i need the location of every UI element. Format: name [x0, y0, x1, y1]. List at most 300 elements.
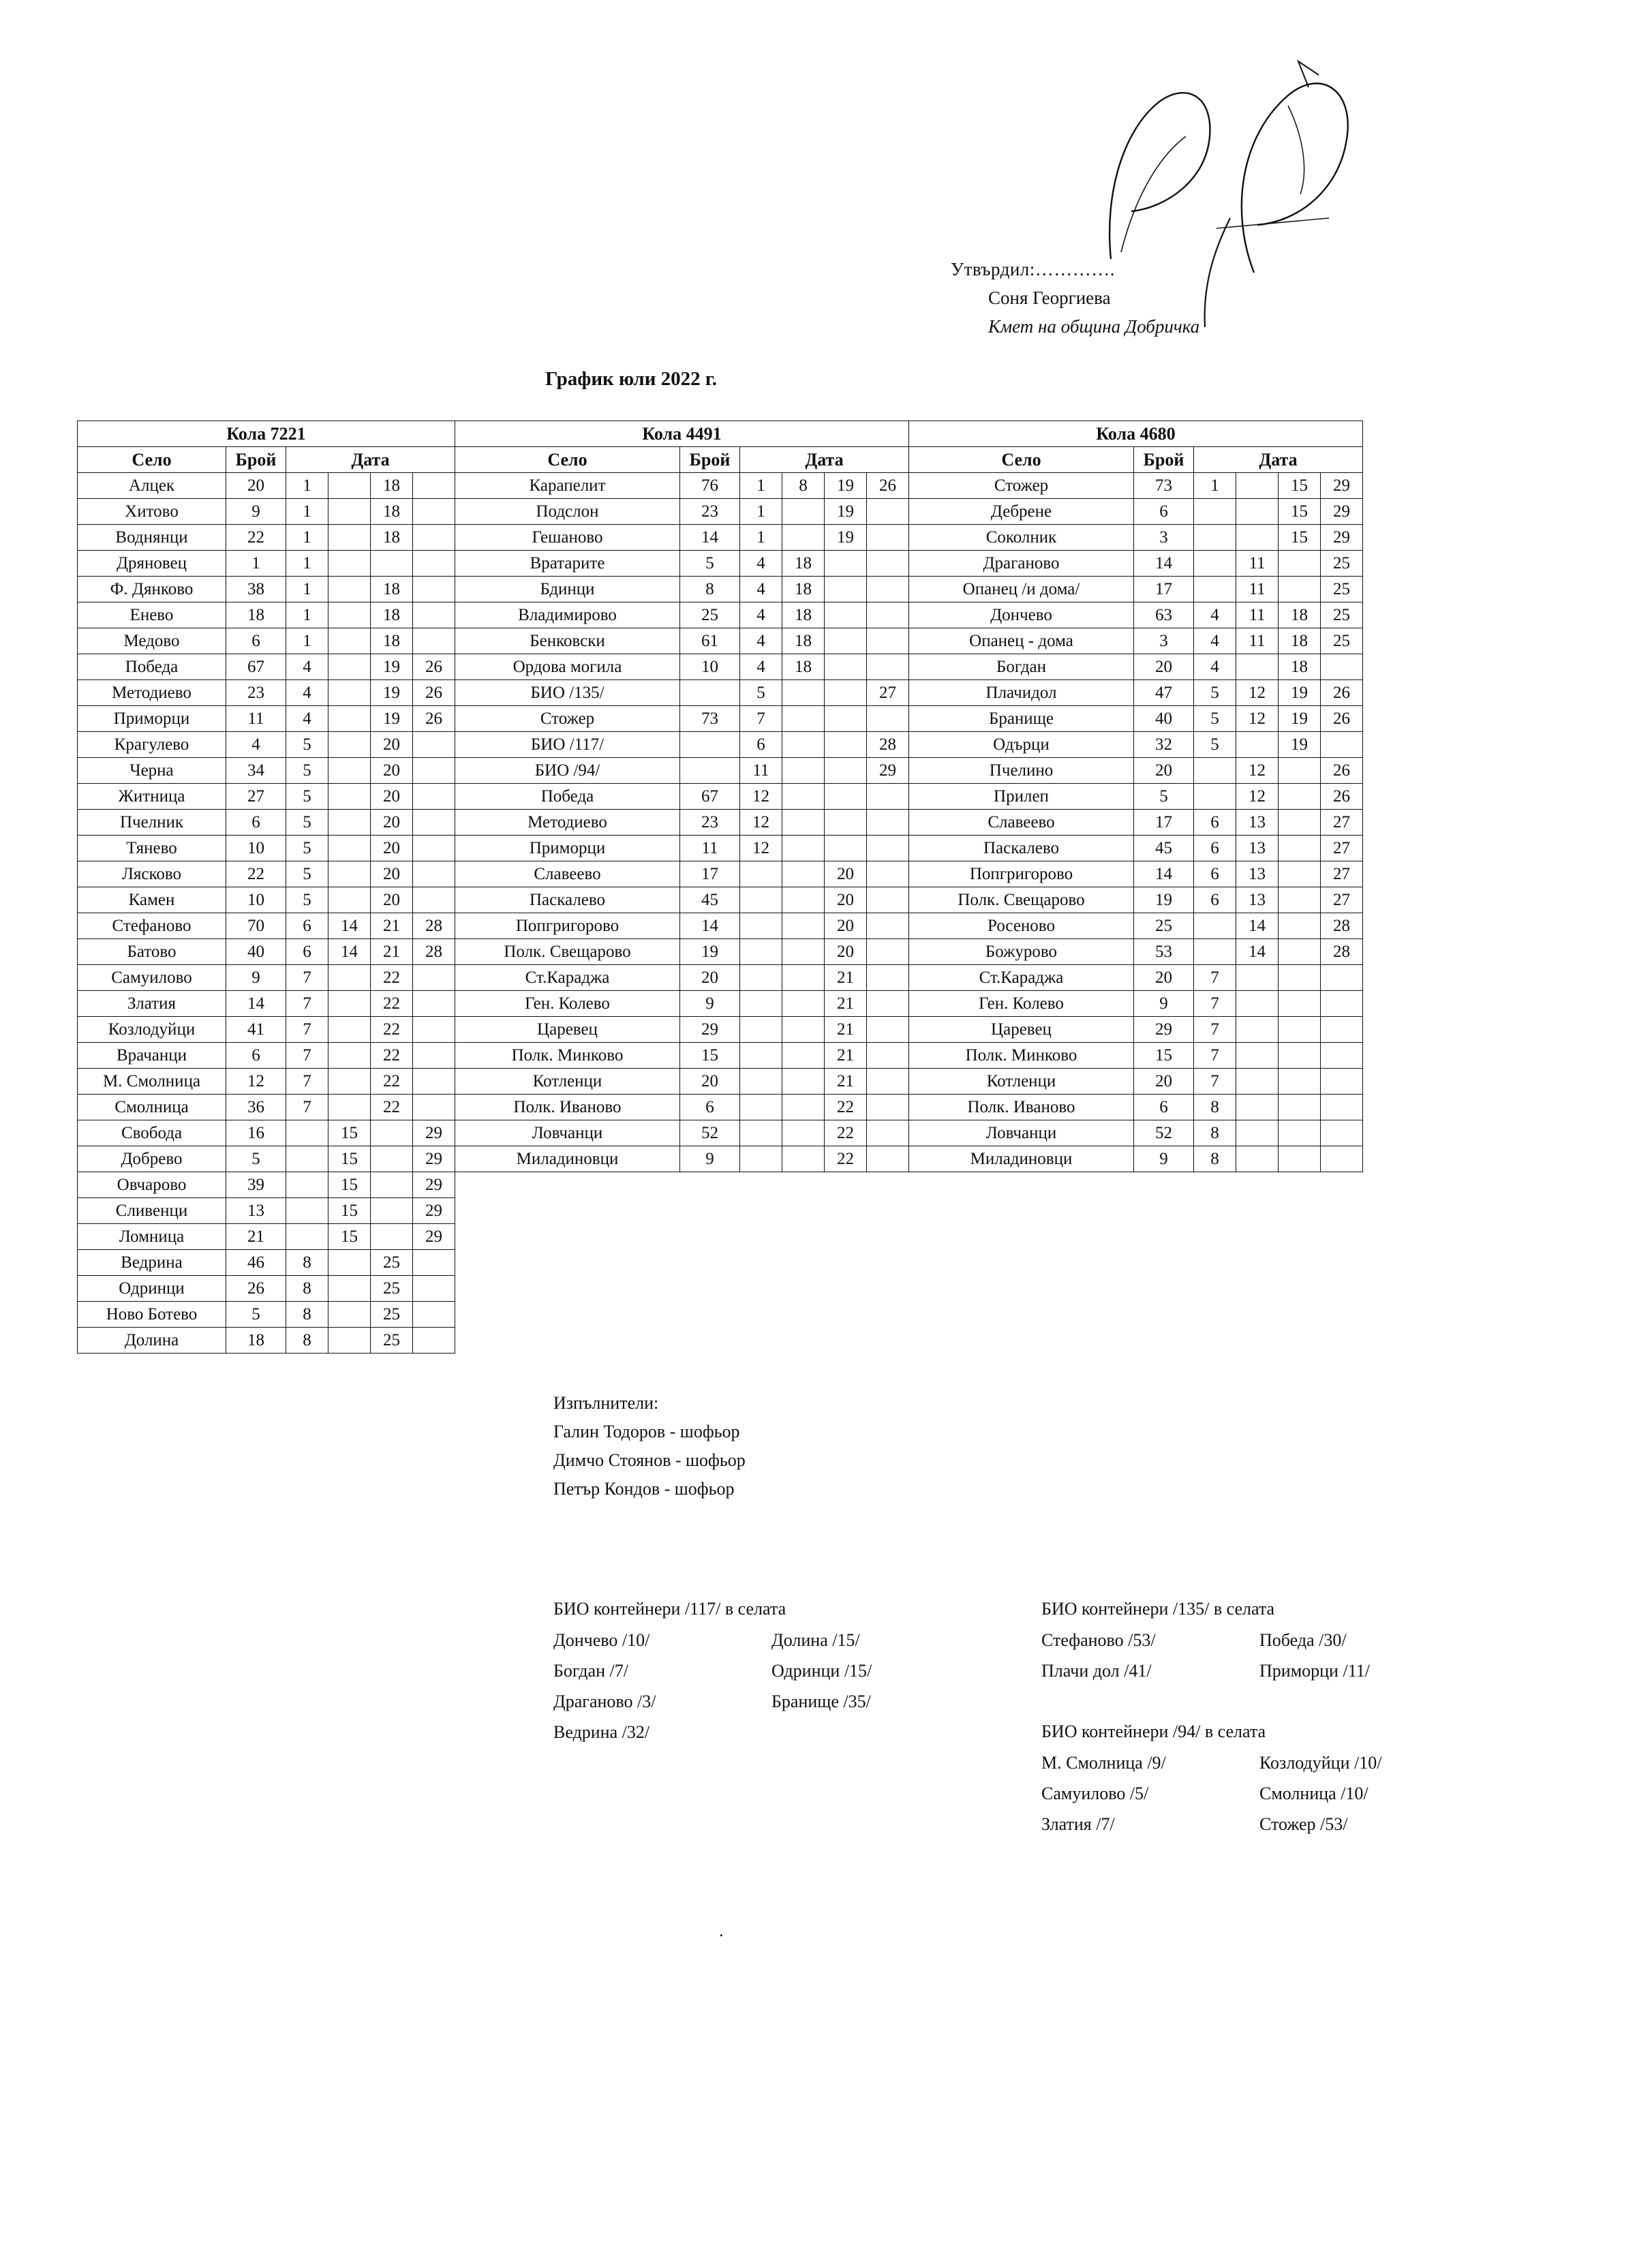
village-cell: [455, 1276, 680, 1302]
table-row: [78, 1328, 1363, 1354]
date-cell: [1321, 1172, 1363, 1198]
count-cell: 36: [226, 1095, 286, 1120]
date-cell: 8: [286, 1302, 328, 1328]
table-row: [78, 1017, 1363, 1043]
date-cell: [371, 1120, 413, 1146]
date-cell: 4: [740, 602, 782, 628]
date-cell: [825, 732, 867, 758]
count-cell: [680, 1224, 740, 1250]
date-cell: [782, 706, 825, 732]
bio-135-item: Плачи дол /41/: [1041, 1661, 1152, 1681]
count-cell: 45: [680, 887, 740, 913]
count-cell: 70: [226, 913, 286, 939]
date-cell: 29: [413, 1224, 455, 1250]
date-cell: 4: [1194, 602, 1236, 628]
table-row: [78, 1276, 1363, 1302]
count-cell: 21: [226, 1224, 286, 1250]
village-cell: [909, 1276, 1134, 1302]
date-cell: 1: [286, 551, 328, 577]
col-date-3: Дата: [1194, 447, 1363, 473]
count-cell: [680, 1302, 740, 1328]
date-cell: 13: [1236, 887, 1279, 913]
date-cell: [1279, 887, 1321, 913]
village-cell: Божурово: [909, 939, 1134, 965]
date-cell: 6: [1194, 836, 1236, 861]
date-cell: [1279, 913, 1321, 939]
date-cell: [1279, 991, 1321, 1017]
date-cell: [782, 939, 825, 965]
village-cell: Батово: [78, 939, 226, 965]
date-cell: [825, 1302, 867, 1328]
date-cell: [867, 991, 909, 1017]
village-cell: Ловчанци: [455, 1120, 680, 1146]
date-cell: 29: [1321, 473, 1363, 499]
count-cell: 67: [680, 784, 740, 810]
date-cell: [328, 1043, 371, 1069]
date-cell: [1236, 1069, 1279, 1095]
date-cell: 19: [371, 680, 413, 706]
village-cell: М. Смолница: [78, 1069, 226, 1095]
table-row: [78, 706, 1363, 732]
date-cell: [1236, 1302, 1279, 1328]
table-row: [78, 861, 1363, 887]
count-cell: 39: [226, 1172, 286, 1198]
date-cell: 19: [1279, 732, 1321, 758]
date-cell: [1279, 1120, 1321, 1146]
village-cell: Приморци: [78, 706, 226, 732]
date-cell: [413, 1328, 455, 1354]
count-cell: 14: [1134, 551, 1194, 577]
date-cell: 14: [1236, 939, 1279, 965]
count-cell: 45: [1134, 836, 1194, 861]
performer-item: Петър Кондов - шофьор: [553, 1479, 735, 1499]
count-cell: 20: [680, 1069, 740, 1095]
date-cell: [371, 1224, 413, 1250]
stray-mark: .: [719, 1921, 724, 1940]
date-cell: 22: [825, 1095, 867, 1120]
date-cell: [782, 1017, 825, 1043]
date-cell: [1279, 758, 1321, 784]
count-cell: 53: [1134, 939, 1194, 965]
village-cell: Стожер: [455, 706, 680, 732]
date-cell: 26: [1321, 758, 1363, 784]
date-cell: 8: [286, 1250, 328, 1276]
col-count-2: Брой: [680, 447, 740, 473]
village-cell: Хитово: [78, 499, 226, 525]
date-cell: [328, 861, 371, 887]
village-cell: Методиево: [455, 810, 680, 836]
table-row: [78, 1250, 1363, 1276]
date-cell: [867, 965, 909, 991]
date-cell: [413, 1017, 455, 1043]
date-cell: [1279, 1043, 1321, 1069]
date-cell: [371, 1146, 413, 1172]
date-cell: [867, 1017, 909, 1043]
table-row: [78, 836, 1363, 861]
approver-name: Соня Георгиева: [988, 287, 1111, 308]
count-cell: [680, 758, 740, 784]
approval-block: [951, 256, 1373, 341]
col-village-2: Село: [455, 447, 680, 473]
count-cell: 40: [226, 939, 286, 965]
village-cell: Ломница: [78, 1224, 226, 1250]
count-cell: 6: [680, 1095, 740, 1120]
date-cell: [1321, 1224, 1363, 1250]
date-cell: [782, 991, 825, 1017]
date-cell: [286, 1198, 328, 1224]
village-cell: Владимирово: [455, 602, 680, 628]
village-cell: Ст.Караджа: [909, 965, 1134, 991]
table-row: [78, 758, 1363, 784]
village-cell: Попгригорово: [455, 913, 680, 939]
bio-135-item: Приморци /11/: [1259, 1661, 1370, 1681]
count-cell: 5: [1134, 784, 1194, 810]
date-cell: [740, 1276, 782, 1302]
date-cell: 22: [371, 991, 413, 1017]
date-cell: [1236, 1328, 1279, 1354]
date-cell: 20: [371, 784, 413, 810]
date-cell: 13: [1236, 836, 1279, 861]
date-cell: [1236, 1120, 1279, 1146]
date-cell: 20: [825, 887, 867, 913]
date-cell: 22: [371, 965, 413, 991]
date-cell: 7: [740, 706, 782, 732]
village-cell: Ордова могила: [455, 654, 680, 680]
date-cell: [1236, 499, 1279, 525]
date-cell: [1194, 577, 1236, 602]
date-cell: [413, 784, 455, 810]
date-cell: 1: [286, 525, 328, 551]
date-cell: [782, 1198, 825, 1224]
date-cell: 4: [740, 577, 782, 602]
car-header-4680: Кола 4680: [909, 421, 1363, 447]
date-cell: [867, 1146, 909, 1172]
date-cell: [782, 1250, 825, 1276]
date-cell: 20: [371, 887, 413, 913]
date-cell: [782, 913, 825, 939]
date-cell: [867, 1069, 909, 1095]
date-cell: [1279, 1198, 1321, 1224]
date-cell: 1: [740, 499, 782, 525]
car-header-7221: Кола 7221: [78, 421, 455, 447]
date-cell: [1236, 1198, 1279, 1224]
village-cell: Пчелник: [78, 810, 226, 836]
date-cell: [328, 758, 371, 784]
date-cell: [413, 499, 455, 525]
date-cell: [1279, 1017, 1321, 1043]
date-cell: 15: [328, 1172, 371, 1198]
village-cell: Вратарите: [455, 551, 680, 577]
count-cell: 29: [680, 1017, 740, 1043]
village-cell: Прилеп: [909, 784, 1134, 810]
date-cell: [371, 1172, 413, 1198]
count-cell: 52: [1134, 1120, 1194, 1146]
date-cell: [740, 1017, 782, 1043]
date-cell: 11: [1236, 602, 1279, 628]
count-cell: 18: [226, 602, 286, 628]
date-cell: 6: [1194, 861, 1236, 887]
date-cell: 29: [413, 1120, 455, 1146]
village-cell: Паскалево: [909, 836, 1134, 861]
village-cell: Карапелит: [455, 473, 680, 499]
date-cell: [1321, 1328, 1363, 1354]
date-cell: 12: [1236, 706, 1279, 732]
date-cell: 7: [1194, 991, 1236, 1017]
date-cell: 8: [782, 473, 825, 499]
village-cell: Попгригорово: [909, 861, 1134, 887]
page-title: График юли 2022 г.: [545, 368, 718, 390]
date-cell: [825, 602, 867, 628]
date-cell: [867, 577, 909, 602]
date-cell: 28: [413, 939, 455, 965]
bio-94-item: М. Смолница /9/: [1041, 1753, 1166, 1773]
date-cell: [1279, 1328, 1321, 1354]
count-cell: [1134, 1302, 1194, 1328]
date-cell: [740, 861, 782, 887]
date-cell: [1236, 1276, 1279, 1302]
date-cell: [740, 1224, 782, 1250]
date-cell: [413, 1302, 455, 1328]
date-cell: [328, 525, 371, 551]
date-cell: 4: [740, 628, 782, 654]
date-cell: [867, 1250, 909, 1276]
date-cell: 7: [286, 1095, 328, 1120]
date-cell: [1194, 758, 1236, 784]
date-cell: [782, 680, 825, 706]
bio-117-item: Ведрина /32/: [553, 1722, 650, 1743]
date-cell: [867, 499, 909, 525]
village-cell: Ловчанци: [909, 1120, 1134, 1146]
village-cell: Ведрина: [78, 1250, 226, 1276]
date-cell: 29: [413, 1146, 455, 1172]
date-cell: [782, 784, 825, 810]
date-cell: [413, 577, 455, 602]
village-cell: Миладиновци: [455, 1146, 680, 1172]
count-cell: 22: [226, 861, 286, 887]
date-cell: 18: [1279, 628, 1321, 654]
count-cell: 6: [226, 1043, 286, 1069]
date-cell: [1321, 1069, 1363, 1095]
count-cell: [680, 1250, 740, 1276]
date-cell: 1: [286, 577, 328, 602]
date-cell: [825, 1224, 867, 1250]
date-cell: 5: [286, 887, 328, 913]
date-cell: [825, 1276, 867, 1302]
date-cell: 7: [1194, 965, 1236, 991]
table-row: [78, 1120, 1363, 1146]
date-cell: 21: [825, 1017, 867, 1043]
date-cell: [1194, 1328, 1236, 1354]
date-cell: 11: [1236, 551, 1279, 577]
date-cell: [867, 1172, 909, 1198]
village-cell: Стожер: [909, 473, 1134, 499]
date-cell: [1236, 965, 1279, 991]
date-cell: [413, 1276, 455, 1302]
date-cell: 6: [286, 939, 328, 965]
date-cell: [782, 1224, 825, 1250]
table-row: [78, 680, 1363, 706]
village-cell: Алцек: [78, 473, 226, 499]
date-cell: 25: [1321, 551, 1363, 577]
village-cell: Стефаново: [78, 913, 226, 939]
count-cell: 25: [1134, 913, 1194, 939]
date-cell: 15: [1279, 473, 1321, 499]
date-cell: [1321, 654, 1363, 680]
bio-117-item: Драганово /3/: [553, 1692, 656, 1712]
bio-94-item: Смолница /10/: [1259, 1784, 1368, 1804]
count-cell: 73: [680, 706, 740, 732]
date-cell: [740, 1043, 782, 1069]
date-cell: [867, 602, 909, 628]
date-cell: 5: [286, 810, 328, 836]
date-cell: 11: [1236, 577, 1279, 602]
village-cell: Полк. Минково: [455, 1043, 680, 1069]
date-cell: [782, 732, 825, 758]
date-cell: 6: [1194, 887, 1236, 913]
village-cell: Овчарово: [78, 1172, 226, 1198]
date-cell: 21: [371, 939, 413, 965]
date-cell: [1194, 1224, 1236, 1250]
date-cell: 22: [371, 1095, 413, 1120]
date-cell: 18: [371, 628, 413, 654]
date-cell: 29: [413, 1198, 455, 1224]
date-cell: 19: [825, 473, 867, 499]
date-cell: 22: [371, 1069, 413, 1095]
village-cell: Ген. Колево: [909, 991, 1134, 1017]
count-cell: 26: [226, 1276, 286, 1302]
date-cell: [328, 1276, 371, 1302]
date-cell: [413, 861, 455, 887]
table-row: [78, 1043, 1363, 1069]
date-cell: [825, 1328, 867, 1354]
date-cell: [371, 551, 413, 577]
date-cell: 18: [371, 577, 413, 602]
date-cell: [1279, 939, 1321, 965]
date-cell: 27: [1321, 810, 1363, 836]
count-cell: 41: [226, 1017, 286, 1043]
date-cell: [328, 1095, 371, 1120]
date-cell: 4: [1194, 628, 1236, 654]
date-cell: 18: [1279, 602, 1321, 628]
date-cell: 20: [825, 861, 867, 887]
count-cell: 4: [226, 732, 286, 758]
village-cell: [909, 1328, 1134, 1354]
count-cell: 15: [680, 1043, 740, 1069]
car-header-4491: Кола 4491: [455, 421, 909, 447]
count-cell: [1134, 1276, 1194, 1302]
village-cell: Златия: [78, 991, 226, 1017]
date-cell: 27: [867, 680, 909, 706]
date-cell: [1321, 1250, 1363, 1276]
bio-94-item: Козлодуйци /10/: [1259, 1753, 1382, 1773]
date-cell: [1279, 1302, 1321, 1328]
date-cell: 27: [1321, 887, 1363, 913]
bio-94-item: Самуилово /5/: [1041, 1784, 1149, 1804]
date-cell: [413, 758, 455, 784]
count-cell: 38: [226, 577, 286, 602]
village-cell: Бенковски: [455, 628, 680, 654]
date-cell: [413, 1095, 455, 1120]
count-cell: 20: [1134, 654, 1194, 680]
date-cell: 15: [328, 1120, 371, 1146]
date-cell: [782, 810, 825, 836]
date-cell: 11: [740, 758, 782, 784]
col-village-1: Село: [78, 447, 226, 473]
date-cell: [740, 991, 782, 1017]
table-row: [78, 1302, 1363, 1328]
date-cell: 5: [286, 861, 328, 887]
village-cell: Одринци: [78, 1276, 226, 1302]
bio-135-block: [1041, 1595, 1370, 1685]
date-cell: 7: [286, 1043, 328, 1069]
count-cell: 6: [1134, 499, 1194, 525]
date-cell: [825, 1250, 867, 1276]
date-cell: [286, 1120, 328, 1146]
date-cell: [328, 991, 371, 1017]
village-cell: Сливенци: [78, 1198, 226, 1224]
village-cell: Свобода: [78, 1120, 226, 1146]
date-cell: [867, 1302, 909, 1328]
count-cell: [680, 732, 740, 758]
date-cell: 20: [371, 861, 413, 887]
date-cell: [867, 939, 909, 965]
date-cell: [328, 965, 371, 991]
date-cell: [1236, 1017, 1279, 1043]
date-cell: [413, 473, 455, 499]
date-cell: 29: [867, 758, 909, 784]
date-cell: 15: [328, 1146, 371, 1172]
table-row: [78, 551, 1363, 577]
date-cell: 25: [371, 1276, 413, 1302]
table-row: [78, 499, 1363, 525]
village-cell: Самуилово: [78, 965, 226, 991]
count-cell: 6: [1134, 1095, 1194, 1120]
performer-item: Галин Тодоров - шофьор: [553, 1422, 740, 1442]
bio-117-item: Богдан /7/: [553, 1661, 628, 1681]
count-cell: 34: [226, 758, 286, 784]
village-cell: Дряновец: [78, 551, 226, 577]
date-cell: [782, 1146, 825, 1172]
date-cell: [782, 887, 825, 913]
date-cell: 25: [371, 1250, 413, 1276]
table-row: [78, 732, 1363, 758]
date-cell: 5: [1194, 680, 1236, 706]
date-cell: 18: [371, 525, 413, 551]
village-cell: Ново Ботево: [78, 1302, 226, 1328]
count-cell: 9: [680, 1146, 740, 1172]
date-cell: [413, 810, 455, 836]
date-cell: [782, 1328, 825, 1354]
count-cell: 20: [1134, 965, 1194, 991]
date-cell: 18: [371, 602, 413, 628]
date-cell: [1194, 1250, 1236, 1276]
date-cell: [782, 1172, 825, 1198]
count-cell: 15: [1134, 1043, 1194, 1069]
date-cell: [328, 1017, 371, 1043]
date-cell: 28: [413, 913, 455, 939]
date-cell: [867, 1043, 909, 1069]
table-row: [78, 1198, 1363, 1224]
count-cell: 63: [1134, 602, 1194, 628]
date-cell: [413, 602, 455, 628]
village-cell: Крагулево: [78, 732, 226, 758]
date-cell: [328, 732, 371, 758]
date-cell: [328, 628, 371, 654]
date-cell: [825, 577, 867, 602]
date-cell: 15: [328, 1198, 371, 1224]
schedule-table: [77, 421, 1363, 1354]
village-cell: Черна: [78, 758, 226, 784]
